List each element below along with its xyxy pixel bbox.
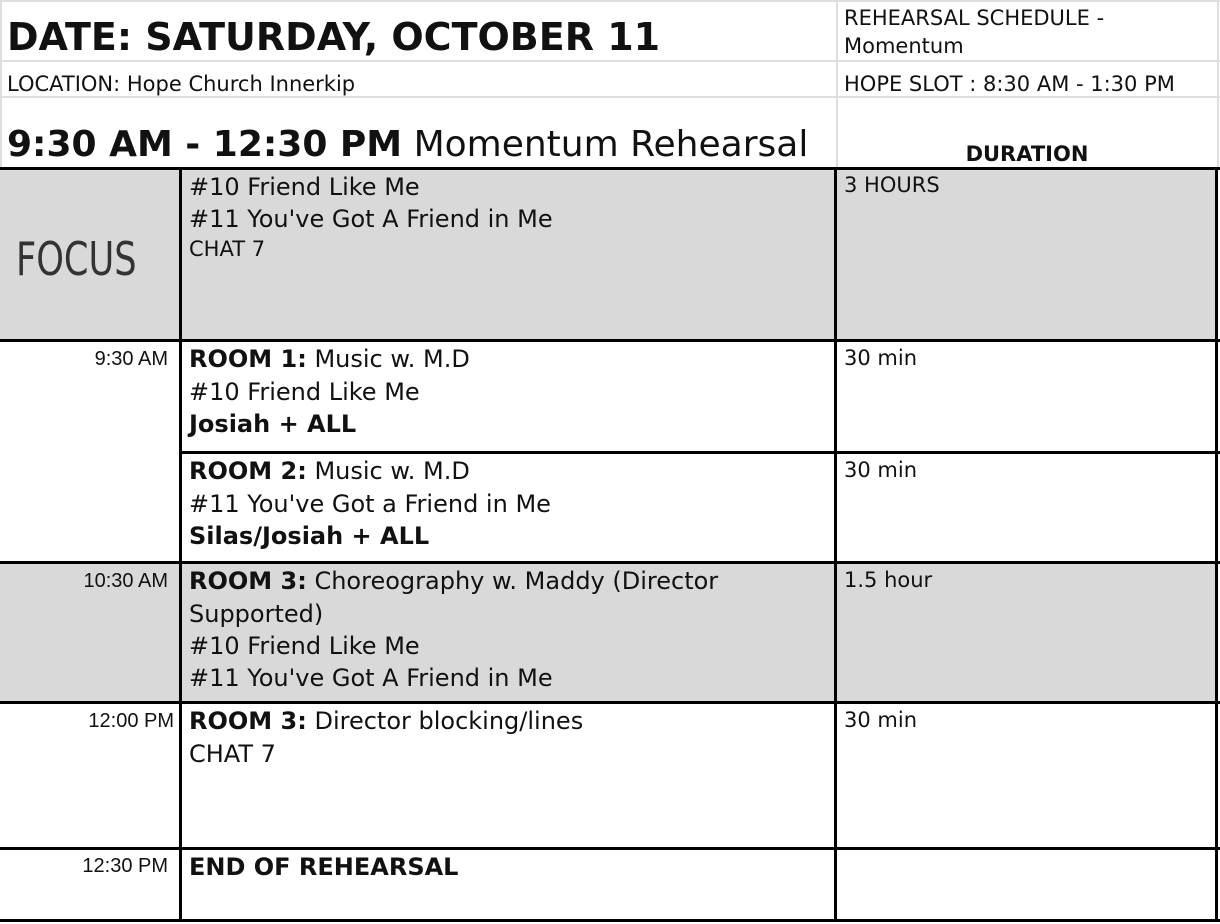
room-activity: Choreography w. Maddy (Director: [306, 567, 719, 595]
time-label: 12:00 PM: [88, 710, 174, 732]
row-duration: 30 min: [844, 346, 917, 370]
row-duration: 30 min: [844, 458, 917, 482]
end-of-rehearsal: END OF REHEARSAL: [189, 853, 459, 881]
focus-item: CHAT 7: [189, 237, 266, 261]
row-duration: 30 min: [844, 708, 917, 732]
grid-line: [836, 0, 838, 168]
grid-line: [1217, 0, 1219, 168]
cast-line: Silas/Josiah + ALL: [189, 522, 430, 550]
schedule-title: REHEARSAL SCHEDULE -: [844, 6, 1105, 30]
focus-row-background: [0, 168, 1218, 340]
room-activity-cont: Supported): [189, 600, 324, 628]
song-line: #11 You've Got a Friend in Me: [189, 490, 551, 518]
time-label: 10:30 AM: [83, 570, 168, 592]
room-activity: Music w. M.D: [306, 345, 470, 373]
row-duration: 1.5 hour: [844, 568, 933, 592]
grid-line: [0, 0, 2, 168]
table-border: [180, 451, 1220, 454]
focus-duration: 3 HOURS: [844, 173, 940, 197]
focus-item: #10 Friend Like Me: [189, 173, 420, 201]
focus-item: #11 You've Got A Friend in Me: [189, 205, 553, 233]
location-text: LOCATION: Hope Church Innerkip: [7, 72, 356, 96]
song-line: #10 Friend Like Me: [189, 378, 420, 406]
session-time: 9:30 AM - 12:30 PM: [7, 124, 403, 165]
room-line: [189, 709, 583, 733]
room-name: ROOM 3:: [189, 707, 307, 735]
time-label: 9:30 AM: [94, 348, 168, 370]
session-heading: [7, 124, 809, 165]
table-border: [1215, 167, 1218, 922]
room-activity: Director blocking/lines: [306, 707, 584, 735]
song-line: CHAT 7: [189, 740, 276, 768]
song-line: #11 You've Got A Friend in Me: [189, 664, 553, 692]
table-border: [0, 167, 1220, 170]
table-border: [0, 339, 1220, 342]
hope-slot-text: HOPE SLOT : 8:30 AM - 1:30 PM: [844, 72, 1175, 96]
time-label: 12:30 PM: [82, 855, 168, 877]
room-line: [189, 459, 470, 483]
grid-line: [0, 60, 1220, 62]
grid-line: [0, 96, 1220, 98]
table-border: [0, 561, 1220, 564]
session-name: Momentum Rehearsal: [413, 124, 809, 165]
table-border: [834, 167, 837, 922]
schedule-title-cont: Momentum: [844, 34, 964, 58]
room-name: ROOM 3:: [189, 567, 307, 595]
focus-label: FOCUS: [16, 232, 137, 286]
room-name: ROOM 2:: [189, 457, 307, 485]
table-border: [179, 167, 182, 922]
duration-column-header: DURATION: [965, 142, 1089, 166]
grid-line: [0, 0, 1220, 2]
room-line: [189, 569, 718, 593]
date-heading: DATE: SATURDAY, OCTOBER 11: [7, 15, 661, 59]
table-border: [0, 701, 1220, 704]
song-line: #10 Friend Like Me: [189, 632, 420, 660]
cast-line: Josiah + ALL: [189, 410, 357, 438]
table-border: [0, 919, 1220, 922]
table-border: [0, 847, 1220, 850]
room-activity: Music w. M.D: [306, 457, 470, 485]
room-line: [189, 347, 470, 371]
room-name: ROOM 1:: [189, 345, 307, 373]
